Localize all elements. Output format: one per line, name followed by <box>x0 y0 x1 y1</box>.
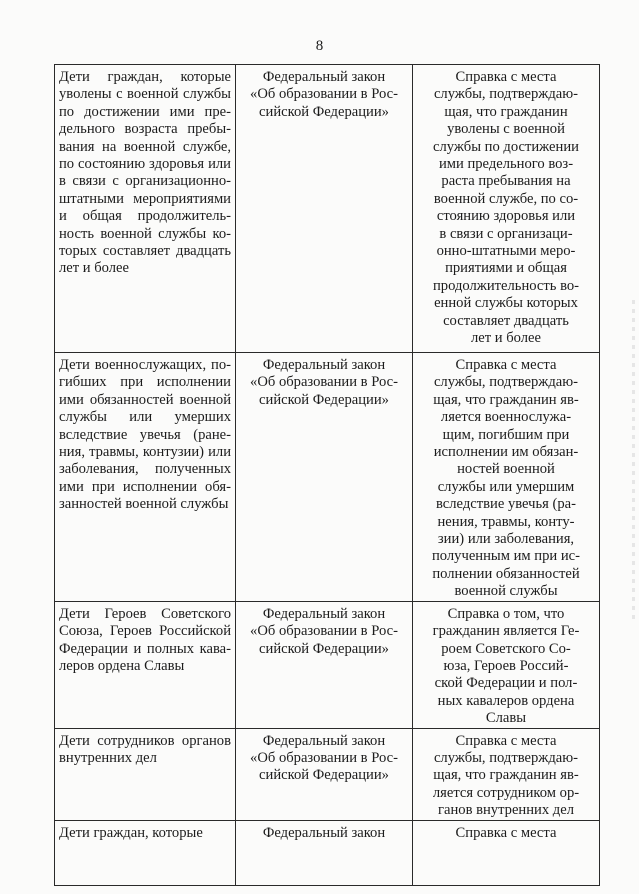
cell-text-line: щим, погибшим при <box>442 426 570 443</box>
cell-text-line: сийской Федерации» <box>259 103 389 120</box>
law-cell <box>236 65 413 353</box>
cell-text-line: нения, травмы, конту- <box>437 513 575 530</box>
cell-text-line: раста пребывания на <box>441 173 571 190</box>
cell-text-line: полнении обязанностей <box>432 565 580 582</box>
cell-text-line: ими предельного воз- <box>438 156 574 173</box>
cell-text-line: уволены с военной <box>447 121 565 138</box>
cell-text-line: ими обязанностей военной <box>59 391 231 408</box>
cell-text-line: продолжительность во- <box>432 277 580 294</box>
cell-text-line: «Об образовании в Рос- <box>250 623 398 640</box>
cell-text-line: ляется сотрудником ор- <box>432 784 580 801</box>
cell-text-line: гражданин является Ге- <box>432 623 580 640</box>
cell-text-line: щая, что гражданин яв- <box>433 391 579 408</box>
cell-text-line: Федеральный закон <box>262 69 386 85</box>
cell-text-line: Справка с места <box>455 732 557 749</box>
law-cell <box>236 353 413 602</box>
cell-text-line: уволены с военной службы <box>59 86 231 103</box>
page-number: 8 <box>315 38 324 54</box>
document-cell <box>413 353 600 602</box>
category-cell <box>55 65 236 353</box>
cell-text-line: службы или умерших <box>59 409 231 426</box>
cell-text-line: службы, подтверждаю- <box>433 749 579 766</box>
category-cell <box>55 353 236 602</box>
cell-text-line: сийской Федерации» <box>259 767 389 784</box>
cell-text-line: щая, что гражданин <box>444 103 568 120</box>
category-cell <box>55 820 236 885</box>
cell-text-line: енной службы которых <box>434 295 578 312</box>
cell-text-line: ской Федерации и пол- <box>434 675 578 692</box>
cell-text-line: роем Советского Со- <box>441 640 571 657</box>
cell-text-line: вследствие увечья (ра- <box>435 496 577 513</box>
cell-text-line: службы по достижении <box>433 138 579 155</box>
table-row <box>55 728 600 820</box>
cell-text-line: лет и более <box>59 260 130 277</box>
table-row <box>55 65 600 353</box>
cell-text-line: Дети граждан, которые <box>59 69 231 85</box>
table-row <box>55 601 600 728</box>
cell-text-line: полученным им при ис- <box>431 548 581 565</box>
cell-text-line: Справка с места <box>455 69 557 85</box>
cell-text-line: приятиями и общая <box>445 260 567 277</box>
cell-text-line: заболевания, полученных <box>59 461 231 478</box>
cell-text-line: лет и более <box>470 330 541 347</box>
table-row <box>55 820 600 885</box>
cell-text-line: «Об образовании в Рос- <box>250 86 398 103</box>
cell-text-line: леров ордена Славы <box>59 657 185 674</box>
cell-text-line: службы, подтверждаю- <box>433 374 579 391</box>
cell-text-line: Справка о том, что <box>447 605 565 622</box>
cell-text-line: Дети Героев Советского <box>59 605 231 622</box>
cell-text-line: сийской Федерации» <box>259 391 389 408</box>
document-cell <box>413 65 600 353</box>
cell-text-line: стоянию здоровья или <box>436 208 576 225</box>
cell-text-line: по достижении ими пре- <box>59 103 231 120</box>
cell-text-line: военной службе, по со- <box>433 190 579 207</box>
cell-text-line: службы или умершим <box>437 478 575 495</box>
cell-text-line: Федеральный закон <box>262 824 386 841</box>
cell-text-line: занностей военной службы <box>59 496 229 513</box>
table-row <box>55 353 600 602</box>
cell-text-line: онно-штатными меро- <box>436 243 576 260</box>
cell-text-line: вследствие увечья (ране- <box>59 426 231 443</box>
benefits-table <box>54 64 600 886</box>
cell-text-line: гибших при исполнении <box>59 374 231 391</box>
cell-text-line: Федеральный закон <box>262 357 386 373</box>
scan-edge-artifact <box>632 300 635 620</box>
cell-text-line: «Об образовании в Рос- <box>250 374 398 391</box>
cell-text-line: вания на военной службе, <box>59 138 231 155</box>
cell-text-line: военной службы <box>454 583 558 600</box>
cell-text-line: Федеральный закон <box>262 605 386 622</box>
document-cell <box>413 601 600 728</box>
cell-text-line: Славы <box>485 710 527 727</box>
table-body <box>55 65 600 886</box>
cell-text-line: юза, Героев Россий- <box>443 657 569 674</box>
document-cell <box>413 820 600 885</box>
document-cell <box>413 728 600 820</box>
cell-text-line: зии) или заболевания, <box>437 531 575 548</box>
cell-text-line: ность военной службы ко- <box>59 225 231 242</box>
cell-text-line: Дети военнослужащих, по- <box>59 357 231 373</box>
law-cell <box>236 601 413 728</box>
cell-text-line: Справка с места <box>455 824 557 841</box>
cell-text-line: Союза, Героев Российской <box>59 623 231 640</box>
cell-text-line: в связи с организационно- <box>59 173 231 190</box>
cell-text-line: и общая продолжитель- <box>59 208 231 225</box>
cell-text-line: ими при исполнении обя- <box>59 478 231 495</box>
cell-text-line: щая, что гражданин яв- <box>433 767 579 784</box>
cell-text-line: ных кавалеров ордена <box>437 692 575 709</box>
cell-text-line: ния, травмы, контузии) или <box>59 444 231 461</box>
category-cell <box>55 728 236 820</box>
cell-text-line: Дети сотрудников органов <box>59 732 231 749</box>
cell-text-line: Дети граждан, которые <box>59 824 203 841</box>
cell-text-line: Федерации и полных кава- <box>59 640 231 657</box>
cell-text-line: Справка с места <box>455 357 557 373</box>
cell-text-line: «Об образовании в Рос- <box>250 749 398 766</box>
law-cell <box>236 728 413 820</box>
cell-text-line: штатными мероприятиями <box>59 190 231 207</box>
cell-text-line: торых составляет двадцать <box>59 243 231 260</box>
cell-text-line: внутренних дел <box>59 749 157 766</box>
cell-text-line: службы, подтверждаю- <box>433 86 579 103</box>
cell-text-line: ганов внутренних дел <box>438 802 574 819</box>
cell-text-line: Федеральный закон <box>262 732 386 749</box>
cell-text-line: в связи с организаци- <box>439 225 573 242</box>
cell-text-line: составляет двадцать <box>443 312 569 329</box>
category-cell <box>55 601 236 728</box>
cell-text-line: ляется военнослужа- <box>440 409 572 426</box>
cell-text-line: по состоянию здоровья или <box>59 156 231 173</box>
cell-text-line: ностей военной <box>457 461 555 478</box>
law-cell <box>236 820 413 885</box>
cell-text-line: дельного возраста пребы- <box>59 121 231 138</box>
cell-text-line: исполнении им обязан- <box>433 444 579 461</box>
cell-text-line: сийской Федерации» <box>259 640 389 657</box>
